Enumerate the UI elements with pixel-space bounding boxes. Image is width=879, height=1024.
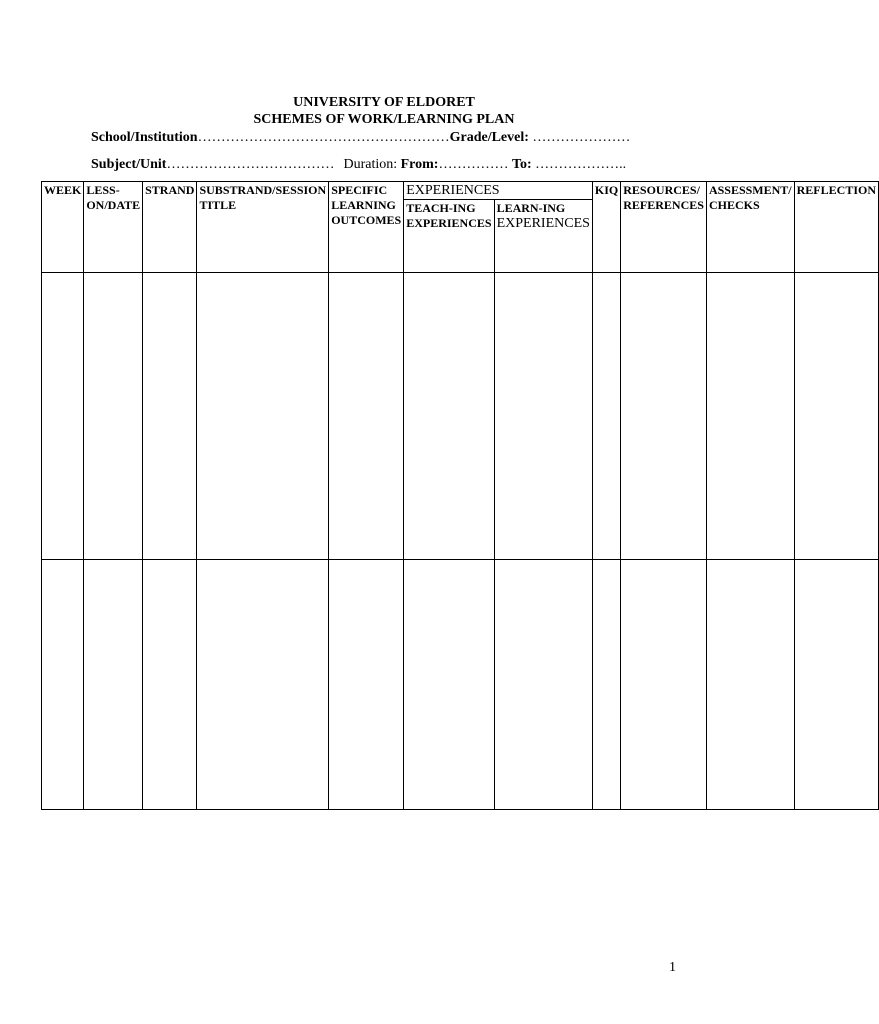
table-cell[interactable] [592, 560, 620, 810]
table-cell[interactable] [84, 560, 143, 810]
subject-dots: ……………………………… [166, 157, 335, 172]
header-strand: STRAND [143, 182, 197, 273]
table-cell[interactable] [706, 560, 794, 810]
learning-top-label: LEARN-ING [496, 201, 566, 216]
header-specific-outcomes: SPECIFIC LEARNING OUTCOMES [329, 182, 404, 273]
header-teaching-experiences: TEACH-ING EXPERIENCES [404, 200, 494, 273]
school-dots: ……………………………………………… [197, 130, 450, 145]
table-cell[interactable] [494, 273, 592, 560]
document-title: SCHEMES OF WORK/LEARNING PLAN [253, 112, 515, 127]
subject-label: Subject/Unit [91, 157, 167, 172]
duration-label: Duration: [343, 157, 398, 172]
table-cell[interactable] [42, 273, 84, 560]
table-cell[interactable] [84, 273, 143, 560]
header-week: WEEK [42, 182, 84, 273]
from-label: From: [400, 157, 439, 172]
table-cell[interactable] [329, 560, 404, 810]
to-label: To: [511, 157, 532, 172]
subject-duration-line [91, 157, 626, 173]
table-cell[interactable] [494, 560, 592, 810]
table-cell[interactable] [197, 273, 329, 560]
learning-plan-table [41, 181, 879, 810]
school-label: School/Institution [91, 130, 198, 145]
header-kiq: KIQ [592, 182, 620, 273]
table-cell[interactable] [592, 273, 620, 560]
header-reflection: REFLECTION [794, 182, 878, 273]
header-assessment: ASSESSMENT/ CHECKS [706, 182, 794, 273]
table-cell[interactable] [404, 560, 494, 810]
table-cell[interactable] [794, 273, 878, 560]
table-cell[interactable] [706, 273, 794, 560]
header-substrand: SUBSTRAND/SESSION TITLE [197, 182, 329, 273]
header-learning-experiences [494, 200, 592, 273]
table-cell[interactable] [621, 273, 707, 560]
university-title: UNIVERSITY OF ELDORET [293, 95, 475, 110]
table-cell[interactable] [404, 273, 494, 560]
table-cell[interactable] [143, 560, 197, 810]
page-number: 1 [669, 960, 676, 975]
grade-dots: ………………… [532, 130, 631, 145]
school-grade-line [91, 130, 630, 146]
header-resources: RESOURCES/ REFERENCES [621, 182, 707, 273]
table-cell[interactable] [42, 560, 84, 810]
table-row [42, 560, 879, 810]
header-lesson-date: LESS-ON/DATE [84, 182, 143, 273]
table-cell[interactable] [329, 273, 404, 560]
table-cell[interactable] [197, 560, 329, 810]
table-row [42, 273, 879, 560]
table-cell[interactable] [794, 560, 878, 810]
to-dots: ……………….. [535, 157, 627, 172]
from-dots: …………… [438, 157, 509, 172]
header-experiences: EXPERIENCES [404, 182, 593, 200]
learning-bottom-label: EXPERIENCES [496, 216, 590, 232]
table-cell[interactable] [621, 560, 707, 810]
grade-label: Grade/Level: [449, 130, 529, 145]
table-cell[interactable] [143, 273, 197, 560]
